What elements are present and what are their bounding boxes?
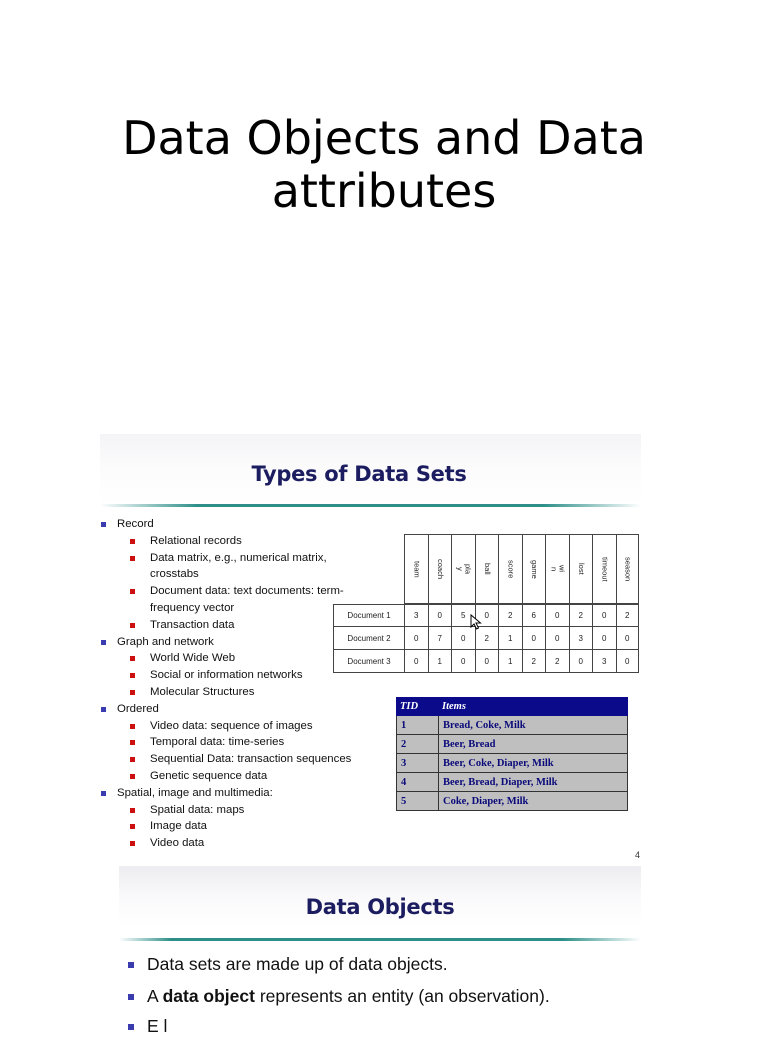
matrix-column-header-text: game	[529, 559, 539, 579]
transaction-id-cell: 3	[397, 754, 439, 773]
bullet-text: Video data: sequence of images	[150, 719, 313, 732]
matrix-row-label: Document 2	[333, 627, 404, 650]
bullet-text: Data matrix, e.g., numerical matrix,	[150, 551, 327, 564]
bullet-text: Data sets are made up of data objects.	[147, 954, 448, 974]
matrix-row-label: Document 3	[333, 650, 404, 673]
bullet-item	[100, 516, 400, 533]
transaction-items-cell: Coke, Diaper, Milk	[443, 796, 529, 807]
matrix-column-header	[404, 534, 428, 604]
matrix-cell: 3	[569, 627, 593, 650]
title-divider	[119, 938, 641, 941]
matrix-column-header	[616, 534, 640, 604]
bullet-text: Record	[117, 518, 154, 530]
bullet-text: Sequential Data: transaction sequences	[150, 753, 352, 766]
bullet-text: Spatial data: maps	[150, 803, 245, 816]
matrix-row	[333, 604, 639, 627]
bullet-text: Molecular Structures	[150, 685, 255, 698]
matrix-cell: 2	[569, 604, 593, 627]
slide-title: Types of Data Sets	[251, 462, 467, 486]
matrix-column-header	[522, 534, 546, 604]
transaction-id-cell: 1	[397, 716, 439, 735]
bullet-marker-icon	[128, 1024, 134, 1030]
bullet-marker-icon	[130, 690, 135, 695]
matrix-cell: 2	[522, 650, 546, 673]
bullet-text-bold: data object	[162, 986, 255, 1006]
matrix-cell: 0	[475, 604, 499, 627]
bullet-text: crosstabs	[150, 568, 199, 581]
matrix-row	[333, 650, 639, 673]
transaction-row	[396, 792, 628, 811]
bullet-marker-icon	[130, 539, 135, 544]
bullet-marker-icon	[130, 841, 135, 846]
page-title-line-1: Data Objects and Data	[122, 111, 646, 165]
matrix-column-header-text: ball	[482, 563, 492, 575]
bullet-marker-icon	[130, 757, 135, 762]
bullet-marker-icon	[130, 774, 135, 779]
matrix-cell: 0	[592, 627, 616, 650]
matrix-column-header-text: pla y	[455, 563, 473, 574]
transaction-id-cell: 4	[397, 773, 439, 792]
matrix-cell: 0	[404, 627, 428, 650]
bullet-marker-icon	[130, 656, 135, 661]
slide-data-objects	[119, 866, 641, 1036]
bullet-marker-icon	[130, 824, 135, 829]
bullet-text: Document data: text documents: term-	[150, 585, 344, 598]
bullet-marker-icon	[130, 740, 135, 745]
page-title-line-2: attributes	[271, 164, 497, 218]
transaction-items-cell: Bread, Coke, Milk	[443, 720, 526, 731]
matrix-cell: 2	[545, 650, 569, 673]
matrix-cell: 0	[545, 627, 569, 650]
bullet-marker-icon	[101, 640, 106, 645]
sub-bullet-item	[100, 818, 400, 835]
bullet-marker-icon	[101, 707, 106, 712]
matrix-column-header-text: coach	[435, 558, 445, 579]
bullet-marker-icon	[130, 623, 135, 628]
matrix-cell: 0	[451, 650, 475, 673]
bullet-marker-icon	[101, 791, 106, 796]
bullet-text: Temporal data: time-series	[150, 736, 285, 749]
matrix-cell: 0	[545, 604, 569, 627]
matrix-cell: 2	[616, 604, 640, 627]
bullet-text: Ordered	[117, 702, 159, 715]
title-divider	[100, 504, 641, 507]
slide-page-number: 4	[634, 850, 640, 860]
matrix-cell: 3	[592, 650, 616, 673]
bullet-marker-icon	[130, 556, 135, 561]
matrix-column-header	[545, 534, 569, 604]
bullet-text-suffix: represents an entity (an observation).	[254, 986, 550, 1006]
matrix-row-label: Document 1	[333, 604, 404, 627]
sub-bullet-item	[100, 751, 400, 768]
bullet-marker-icon	[130, 673, 135, 678]
matrix-cell: 0	[475, 650, 499, 673]
transaction-items-cell: Beer, Coke, Diaper, Milk	[443, 758, 554, 769]
matrix-cell: 1	[498, 627, 522, 650]
bullet-marker-icon	[128, 962, 134, 968]
matrix-cell: 5	[451, 604, 475, 627]
bullet-text: Image data	[150, 820, 207, 833]
slide-title: Data Objects	[305, 895, 455, 919]
mouse-cursor-icon	[470, 614, 484, 630]
matrix-column-header-text: timeout	[600, 556, 610, 582]
sub-bullet-item	[100, 734, 400, 751]
matrix-column-header	[498, 534, 522, 604]
matrix-cell: 1	[498, 650, 522, 673]
matrix-cell: 0	[616, 627, 640, 650]
bullet-marker-icon	[128, 994, 134, 1000]
bullet-text: frequency vector	[150, 601, 235, 614]
matrix-column-header	[592, 534, 616, 604]
matrix-cell: 0	[616, 650, 640, 673]
matrix-cell: 0	[569, 650, 593, 673]
bullet-text: Graph and network	[117, 635, 214, 648]
matrix-cell: 1	[428, 650, 452, 673]
bullet-marker-icon	[130, 808, 135, 813]
matrix-column-header-text: score	[506, 559, 516, 579]
sub-bullet-item	[100, 718, 400, 735]
bullet-text: Relational records	[150, 534, 242, 547]
bullet-item	[119, 986, 550, 1007]
matrix-cell: 0	[522, 627, 546, 650]
transaction-row	[396, 716, 628, 735]
matrix-column-header-text: lost	[576, 563, 586, 575]
matrix-row	[333, 627, 639, 650]
transaction-id-cell: 2	[397, 735, 439, 754]
transaction-items-cell: Beer, Bread, Diaper, Milk	[443, 777, 558, 788]
transaction-id-cell: 5	[397, 792, 439, 811]
transaction-table-header	[396, 697, 628, 716]
transaction-items-cell: Beer, Bread	[443, 739, 496, 750]
bullet-text: Transaction data	[150, 618, 235, 631]
matrix-cell: 2	[498, 604, 522, 627]
transaction-header-cell: TID	[400, 701, 419, 712]
bullet-item	[119, 954, 448, 975]
bullet-marker-icon	[130, 724, 135, 729]
matrix-cell: 0	[404, 650, 428, 673]
matrix-column-header-text: wi n	[549, 565, 567, 573]
matrix-column-header	[451, 534, 475, 604]
bullet-item-partial	[119, 1016, 167, 1037]
slide-types-of-data-sets	[100, 434, 641, 864]
bullet-marker-icon	[101, 522, 106, 527]
matrix-cell: 3	[404, 604, 428, 627]
sub-bullet-item	[100, 835, 400, 852]
transaction-header-cell: Items	[442, 701, 466, 712]
transaction-row	[396, 754, 628, 773]
page-title	[0, 112, 768, 218]
bullet-text: World Wide Web	[150, 652, 236, 665]
bullet-item	[100, 785, 400, 802]
bullet-item	[100, 701, 400, 718]
matrix-cell: 2	[475, 627, 499, 650]
matrix-column-header	[428, 534, 452, 604]
bullet-text: Social or information networks	[150, 669, 303, 682]
matrix-column-header-text: team	[412, 560, 422, 578]
bullet-text: Genetic sequence data	[150, 769, 268, 782]
bullet-text: Video data	[150, 837, 205, 850]
matrix-column-header	[475, 534, 499, 604]
bullet-text: E l	[147, 1016, 168, 1036]
sub-bullet-item	[100, 684, 400, 701]
matrix-cell: 0	[592, 604, 616, 627]
matrix-cell: 0	[451, 627, 475, 650]
matrix-column-header-text: season	[623, 556, 633, 582]
transaction-row	[396, 773, 628, 792]
matrix-column-header	[569, 534, 593, 604]
bullet-text-prefix: A	[147, 986, 163, 1006]
transaction-row	[396, 735, 628, 754]
matrix-cell: 0	[428, 604, 452, 627]
bullet-text: Spatial, image and multimedia:	[117, 786, 273, 799]
sub-bullet-item	[100, 768, 400, 785]
matrix-cell: 7	[428, 627, 452, 650]
bullet-marker-icon	[130, 589, 135, 594]
document-term-matrix	[333, 534, 639, 671]
transaction-table	[396, 697, 628, 811]
sub-bullet-item	[100, 802, 400, 819]
matrix-cell: 6	[522, 604, 546, 627]
